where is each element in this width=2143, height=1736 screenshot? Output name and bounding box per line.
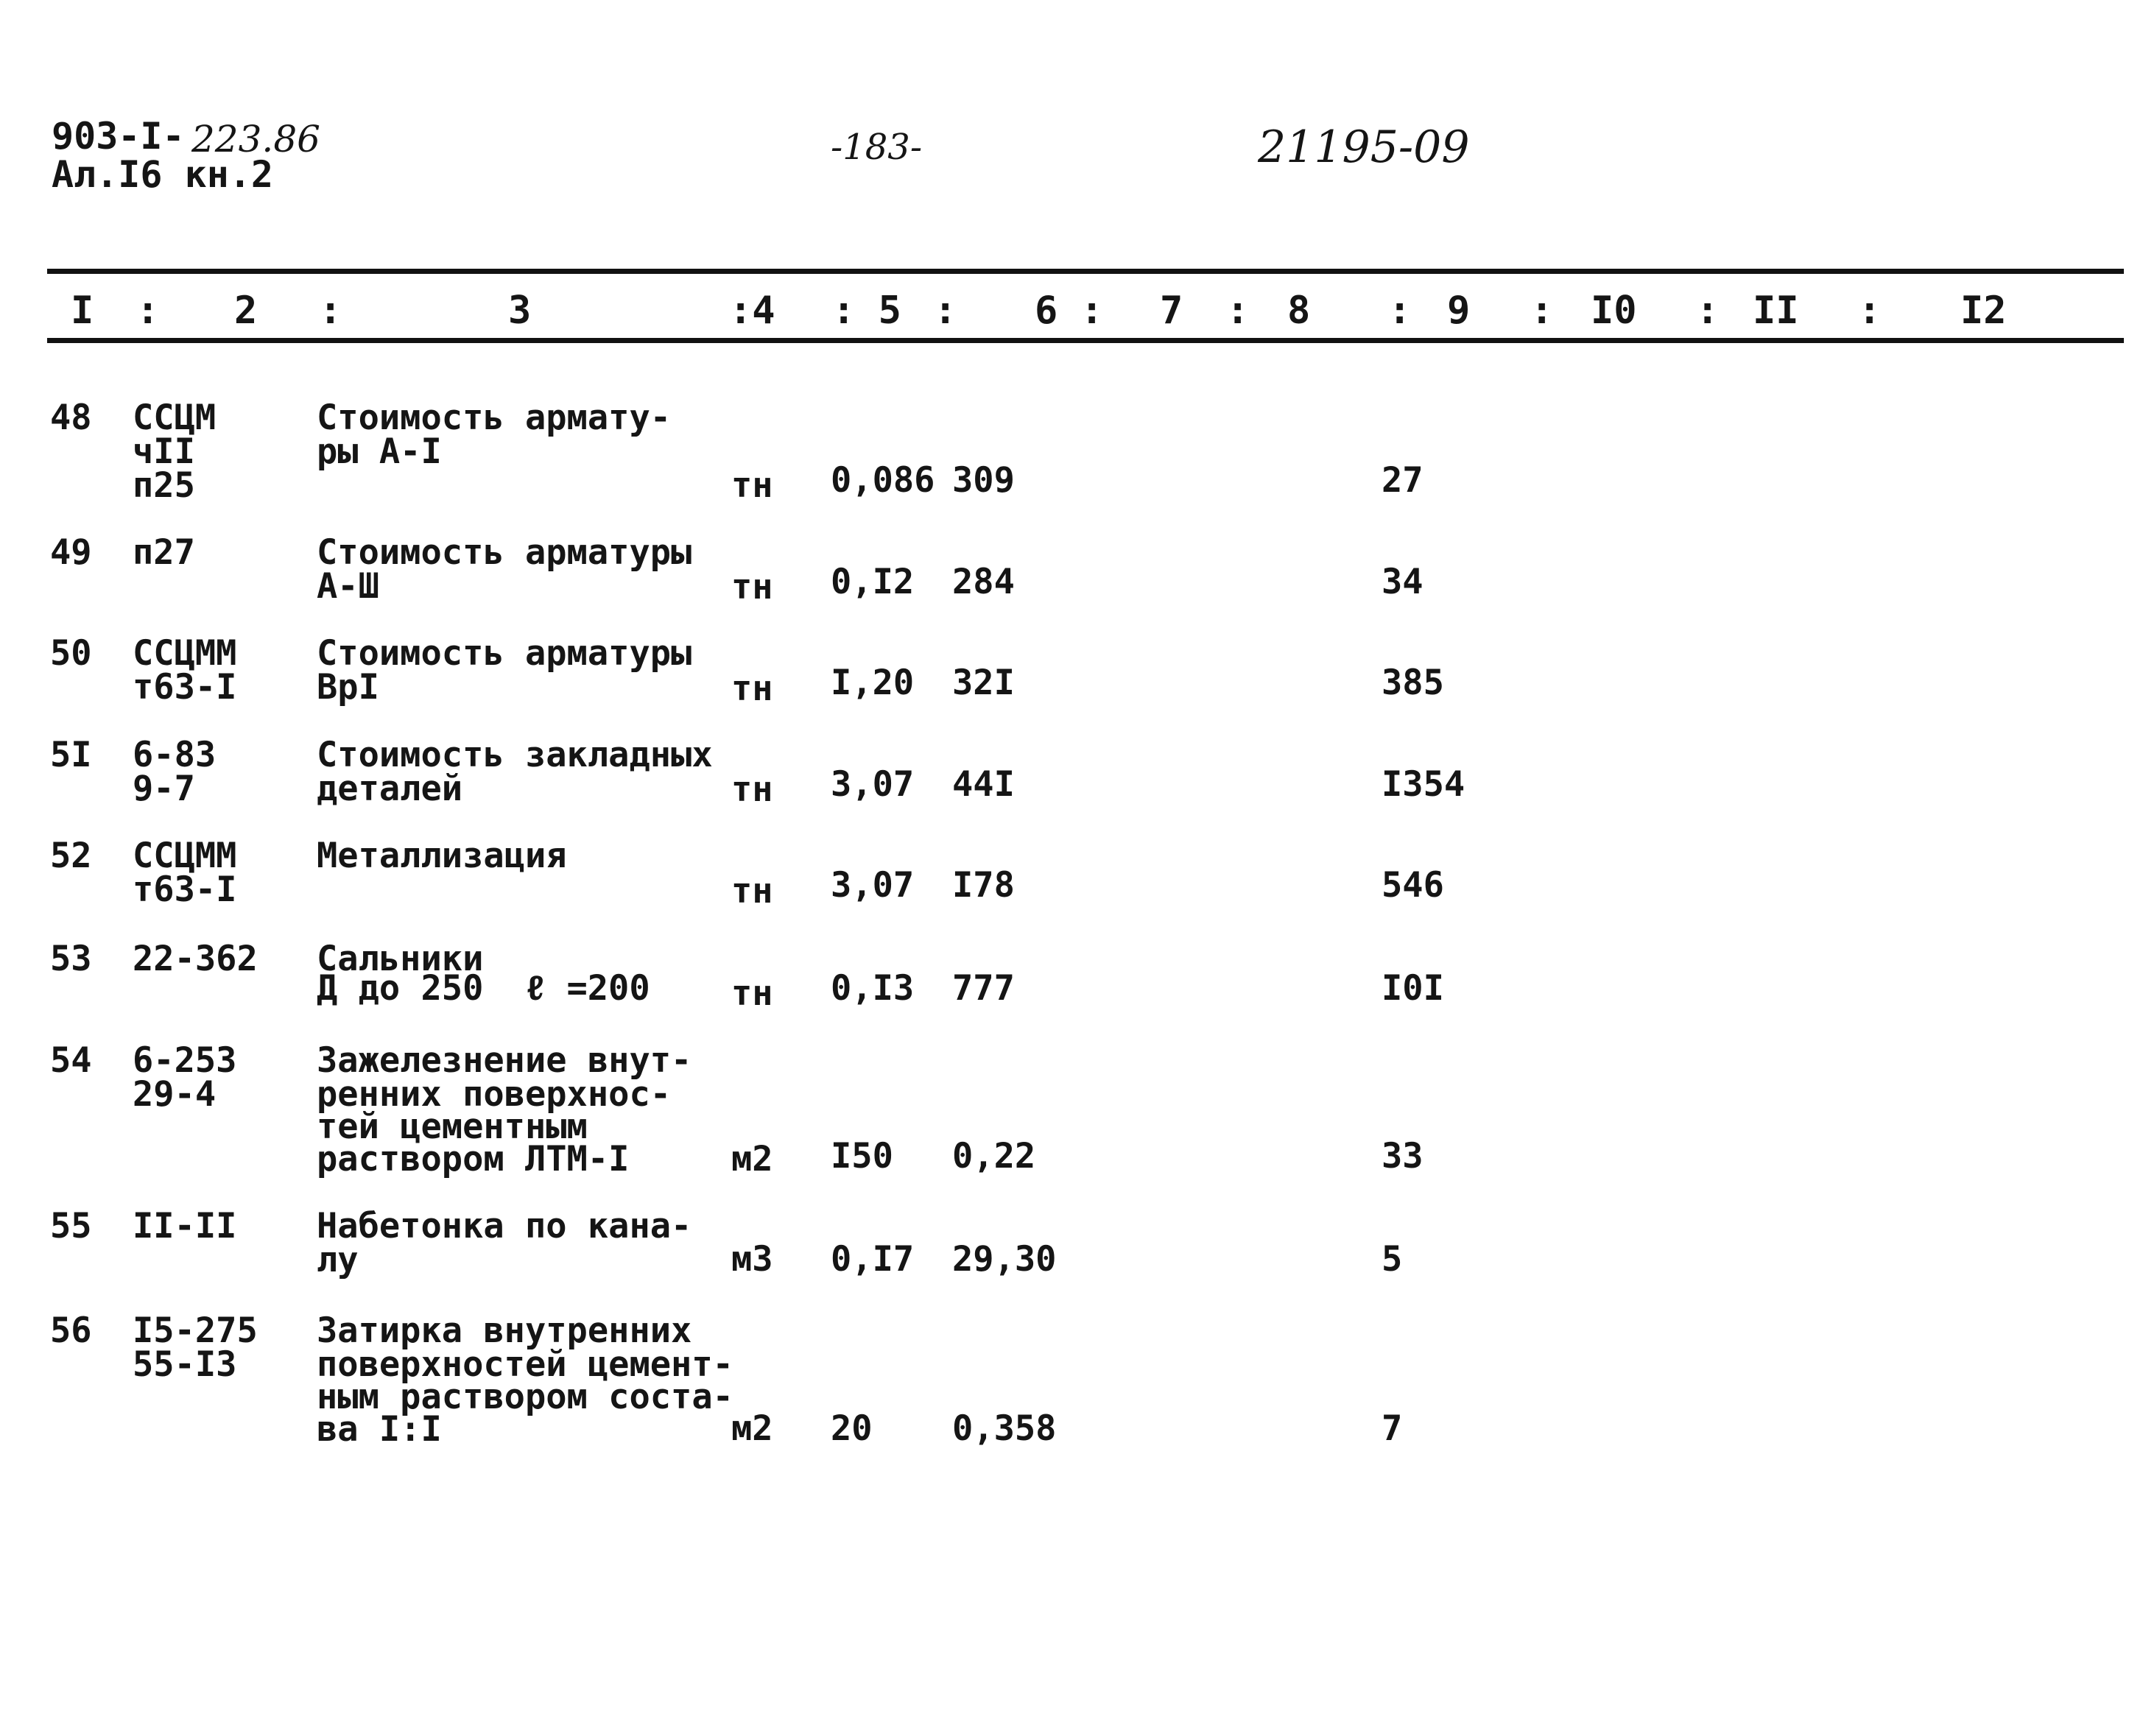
- row-quantity: 20: [831, 1408, 873, 1449]
- row-unit: тн: [731, 465, 773, 506]
- column-header-5: : 5: [832, 289, 901, 333]
- row-quantity: 3,07: [831, 764, 915, 805]
- row-unit-price: 309: [952, 460, 1015, 501]
- row-quantity: I,20: [831, 663, 915, 703]
- column-separator: :: [319, 289, 342, 333]
- row-total: I0I: [1382, 968, 1444, 1009]
- row-quantity: 0,I7: [831, 1239, 915, 1280]
- column-header-11: II: [1753, 289, 1799, 333]
- row-description: Д до 250 ℓ =200: [317, 968, 650, 1009]
- row-unit: тн: [731, 567, 773, 607]
- column-header-8: 8: [1287, 289, 1311, 333]
- column-header-12: I2: [1960, 289, 2007, 333]
- row-number: 5I: [50, 735, 92, 775]
- row-number: 54: [50, 1040, 92, 1081]
- row-unit: тн: [731, 769, 773, 810]
- row-unit-price: 29,30: [952, 1239, 1057, 1280]
- row-description: Стоимость арматуры: [317, 532, 692, 573]
- row-quantity: 0,I3: [831, 968, 915, 1009]
- column-header-2: 2: [234, 289, 258, 333]
- page-number: -183-: [831, 127, 923, 168]
- row-description: Стоимость арматуры: [317, 633, 692, 674]
- column-header-1: I: [71, 289, 94, 333]
- row-description: А-Ш: [317, 566, 379, 607]
- series-prefix: 903-I-: [52, 115, 185, 158]
- row-code: 55-I3: [133, 1344, 237, 1385]
- row-number: 56: [50, 1310, 92, 1351]
- row-total: 5: [1382, 1239, 1403, 1280]
- row-unit: м2: [731, 1408, 773, 1449]
- row-code: ССЦММ: [133, 633, 237, 674]
- row-unit: тн: [731, 973, 773, 1014]
- row-unit-price: 284: [952, 562, 1015, 602]
- row-description: Сальники: [317, 939, 484, 979]
- row-unit-price: 0,22: [952, 1136, 1036, 1176]
- row-code: 9-7: [133, 769, 195, 809]
- row-total: 546: [1382, 865, 1444, 906]
- row-code: ССЦММ: [133, 836, 237, 876]
- row-code: 22-362: [133, 939, 258, 979]
- column-header-6: 6: [1035, 289, 1058, 333]
- row-description: Зажелезнение внут-: [317, 1040, 692, 1081]
- series-number: 223.86: [191, 118, 320, 160]
- row-number: 55: [50, 1206, 92, 1246]
- row-unit-price: 44I: [952, 764, 1015, 805]
- row-total: 385: [1382, 663, 1444, 703]
- row-code: чII: [133, 431, 195, 472]
- row-description: Металлизация: [317, 836, 567, 876]
- row-description: Стоимость закладных: [317, 735, 713, 775]
- album-label: Ал.I6 кн.2: [52, 153, 274, 196]
- row-description: лу: [317, 1240, 359, 1280]
- column-separator: :: [1530, 289, 1554, 333]
- row-unit-price: 32I: [952, 663, 1015, 703]
- column-header-4: :4: [729, 289, 775, 333]
- row-total: 27: [1382, 460, 1424, 501]
- row-description: Набетонка по кана-: [317, 1206, 692, 1246]
- row-number: 53: [50, 939, 92, 979]
- row-unit: м2: [731, 1139, 773, 1179]
- row-number: 48: [50, 398, 92, 438]
- row-code: 29-4: [133, 1074, 217, 1115]
- row-code: II-II: [133, 1206, 237, 1246]
- row-quantity: 3,07: [831, 865, 915, 906]
- row-quantity: I50: [831, 1136, 893, 1176]
- column-separator: :: [1858, 289, 1882, 333]
- row-description: ВрI: [317, 667, 379, 708]
- column-header-7: 7: [1160, 289, 1183, 333]
- row-description: раствором ЛТМ-I: [317, 1139, 630, 1179]
- row-code: т63-I: [133, 667, 237, 708]
- row-description: Затирка внутренних: [317, 1310, 692, 1351]
- row-quantity: 0,I2: [831, 562, 915, 602]
- row-description: Стоимость армату-: [317, 398, 672, 438]
- row-description: ры А-I: [317, 431, 442, 472]
- row-description: ренних поверхнос-: [317, 1074, 672, 1115]
- row-total: I354: [1382, 764, 1465, 805]
- column-separator: :: [1080, 289, 1104, 333]
- document-code: 21195-09: [1258, 121, 1470, 173]
- row-number: 49: [50, 532, 92, 573]
- row-code: т63-I: [133, 869, 237, 910]
- row-code: п25: [133, 465, 195, 506]
- row-number: 52: [50, 836, 92, 876]
- column-separator: :: [1696, 289, 1720, 333]
- column-separator: :: [1226, 289, 1250, 333]
- row-description: поверхностей цемент-: [317, 1344, 733, 1385]
- column-separator: :: [136, 289, 160, 333]
- row-total: 34: [1382, 562, 1424, 602]
- column-separator: :: [1388, 289, 1412, 333]
- header-rule-top: [47, 269, 2124, 274]
- row-code: ССЦМ: [133, 398, 217, 438]
- row-description: ва I:I: [317, 1409, 442, 1450]
- row-unit-price: 777: [952, 968, 1015, 1009]
- column-separator: :: [934, 289, 957, 333]
- row-code: I5-275: [133, 1310, 258, 1351]
- row-code: 6-253: [133, 1040, 237, 1081]
- column-header-9: 9: [1447, 289, 1471, 333]
- row-code: 6-83: [133, 735, 217, 775]
- column-header-10: I0: [1591, 289, 1637, 333]
- row-total: 7: [1382, 1408, 1403, 1449]
- row-unit-price: 0,358: [952, 1408, 1057, 1449]
- row-unit: тн: [731, 668, 773, 709]
- row-unit: м3: [731, 1239, 773, 1280]
- row-unit-price: I78: [952, 865, 1015, 906]
- column-header-3: 3: [508, 289, 532, 333]
- row-description: ным раствором соста-: [317, 1377, 733, 1417]
- row-unit: тн: [731, 871, 773, 911]
- row-quantity: 0,086: [831, 460, 935, 501]
- row-description: тей цементным: [317, 1107, 588, 1147]
- header-rule-bottom: [47, 338, 2124, 343]
- row-number: 50: [50, 633, 92, 674]
- row-description: деталей: [317, 769, 463, 809]
- row-total: 33: [1382, 1136, 1424, 1176]
- document-series: [52, 115, 185, 158]
- row-code: п27: [133, 532, 195, 573]
